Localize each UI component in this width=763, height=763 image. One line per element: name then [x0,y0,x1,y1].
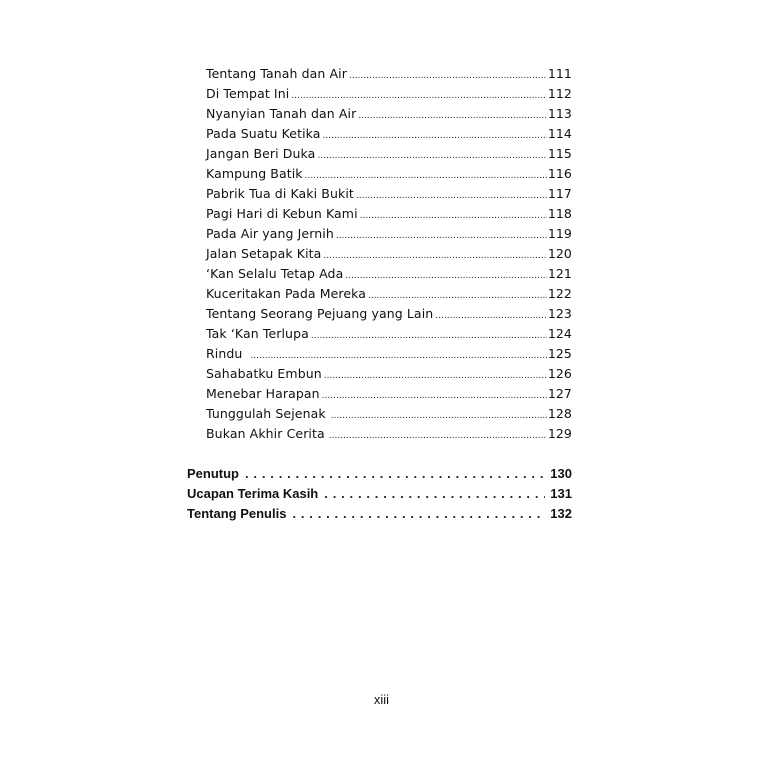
toc-entry-title: Jangan Beri Duka [206,146,316,161]
dot-leader [305,166,547,181]
toc-entry-page: 118 [547,206,572,221]
dot-leader [323,126,547,141]
dot-leader [360,206,547,221]
toc-entry-page: 111 [547,66,572,81]
toc-entry [206,246,572,261]
toc-entry-title: Pada Suatu Ketika [206,126,321,141]
toc-entry [206,366,572,381]
toc-entry-title: Kuceritakan Pada Mereka [206,286,367,301]
toc-entry-title: Pagi Hari di Kebun Kami [206,206,358,221]
toc-entry-title: Kampung Batik [206,166,303,181]
dot-leader [345,266,546,281]
dot-leader [323,246,546,261]
toc-entry-title: Menebar Harapan [206,386,320,401]
toc-entry-page: 123 [547,306,572,321]
dot-leader [368,286,547,301]
toc-entry-page: 129 [547,426,572,441]
toc-entry-title: Tentang Seorang Pejuang yang Lain [206,306,434,321]
toc-entry [206,146,572,161]
toc-entry-page: 125 [547,346,572,361]
toc-entry [206,206,572,221]
dot-leader [349,66,547,81]
toc-entry-title: Tak ‘Kan Terlupa [206,326,309,341]
toc-entry-page: 119 [547,226,572,241]
toc-main-entry [187,486,572,501]
toc-entry-page: 121 [547,266,572,281]
dot-leader [250,346,546,361]
dot-leader [435,306,547,321]
toc-entry [206,266,572,281]
toc-entry-title: Pada Air yang Jernih [206,226,334,241]
toc-entry [206,226,572,241]
toc-entry [206,166,572,181]
toc-main-entry [187,466,572,481]
dot-leader [336,226,547,241]
dot-leader [317,146,546,161]
toc-entry-page: 117 [547,186,572,201]
toc-entry-page: 126 [547,366,572,381]
toc-entry [206,86,572,101]
toc-entry-page: 112 [547,86,572,101]
toc-entry [206,426,572,441]
toc-entry-page: 116 [547,166,572,181]
toc-entry [206,386,572,401]
dot-leader [292,506,545,521]
toc-entry-title: Bukan Akhir Cerita [206,426,325,441]
toc-main-entry-page: 132 [550,506,572,521]
toc-entry-page: 124 [547,326,572,341]
dot-leader [324,366,547,381]
toc-entry-title: Di Tempat Ini [206,86,290,101]
toc-entry-title: ‘Kan Selalu Tetap Ada [206,266,344,281]
toc-entry [206,106,572,121]
toc-entry-title: Pabrik Tua di Kaki Bukit [206,186,354,201]
toc-entry-page: 113 [547,106,572,121]
toc-main-entry-title: Ucapan Terima Kasih [187,486,319,501]
dot-leader [329,426,547,441]
toc-entry-title: Tentang Tanah dan Air [206,66,347,81]
dot-leader [311,326,547,341]
toc-entry-title: Rindu [206,346,243,361]
toc-entry [206,406,572,421]
toc-main-entry-page: 130 [550,466,572,481]
toc-entry-page: 114 [547,126,572,141]
toc-entry [206,326,572,341]
toc-entry-page: 115 [547,146,572,161]
dot-leader [324,486,545,501]
toc-entry-page: 122 [547,286,572,301]
toc-main-entry [187,506,572,521]
toc-entry [206,186,572,201]
toc-entry [206,126,572,141]
toc-entry-page: 127 [547,386,572,401]
toc-entry-title: Sahabatku Embun [206,366,322,381]
toc-entry-title: Nyanyian Tanah dan Air [206,106,357,121]
toc-main-entry-title: Penutup [187,466,239,481]
dot-leader [291,86,547,101]
toc-main-entry-page: 131 [550,486,572,501]
dot-leader [245,466,545,481]
dot-leader [356,186,547,201]
dot-leader [358,106,547,121]
toc-entry [206,286,572,301]
toc-entry-page: 128 [547,406,572,421]
toc-entry-title: Tunggulah Sejenak [206,406,326,421]
toc-entry-title: Jalan Setapak Kita [206,246,322,261]
toc-entry [206,346,572,361]
dot-leader [331,406,547,421]
dot-leader [322,386,547,401]
toc-entry [206,66,572,81]
toc-entry-page: 120 [547,246,572,261]
page-number-footer: xiii [373,692,390,707]
toc-main-entry-title: Tentang Penulis [187,506,287,521]
toc-entry [206,306,572,321]
